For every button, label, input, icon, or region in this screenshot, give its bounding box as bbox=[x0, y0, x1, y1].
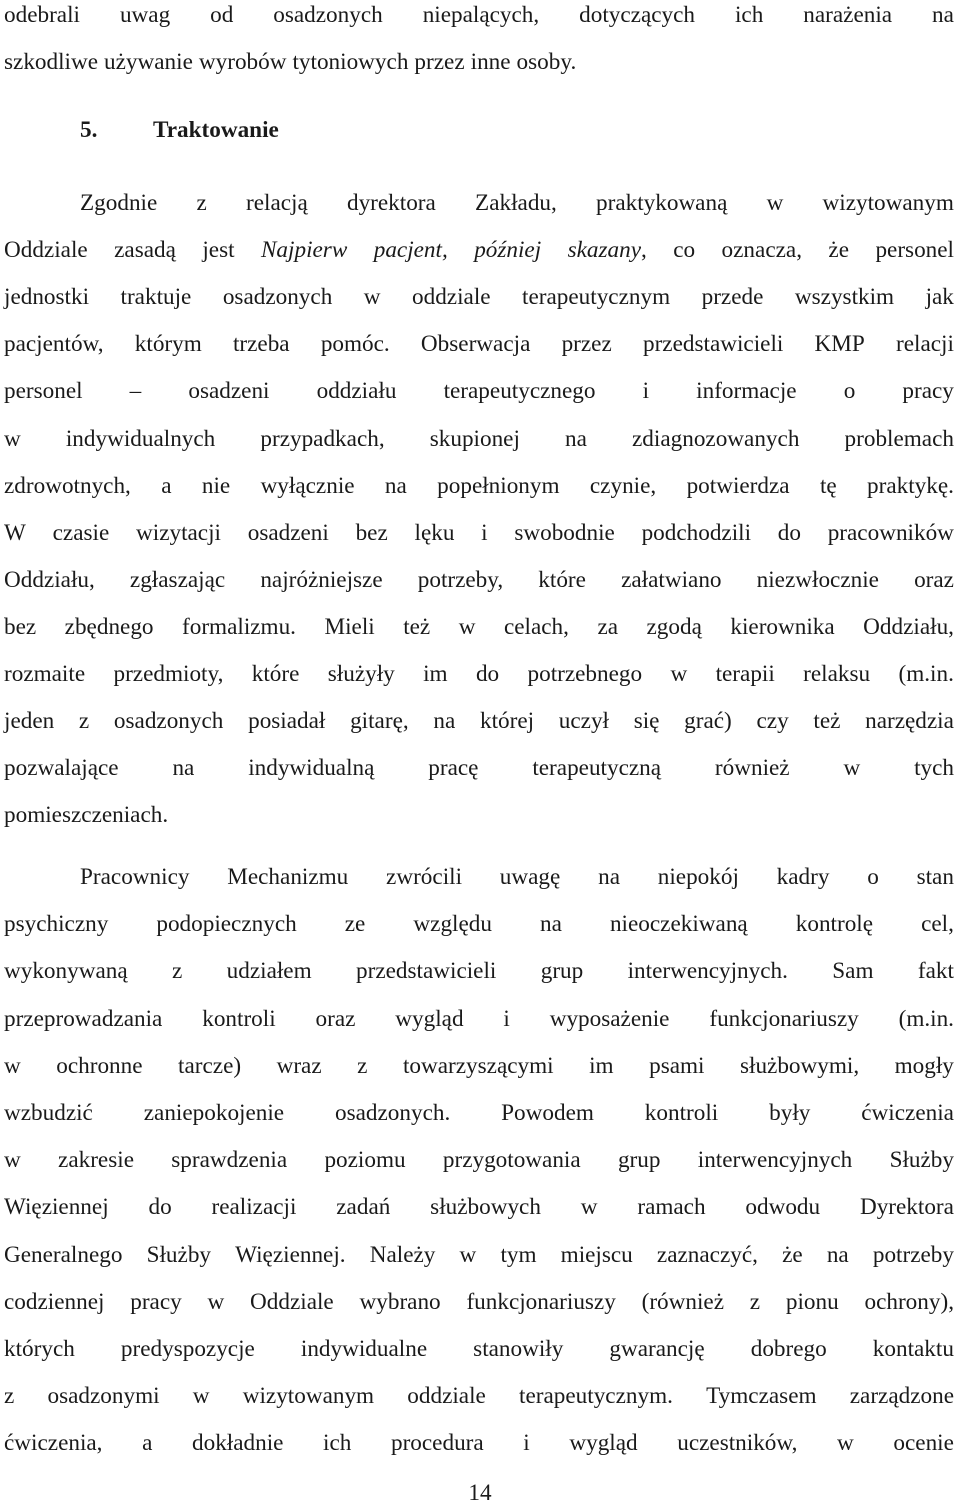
word: na bbox=[433, 708, 456, 735]
word: swobodnie bbox=[514, 519, 615, 546]
word: że bbox=[828, 237, 850, 264]
text-line bbox=[4, 753, 954, 783]
word: ich bbox=[323, 1430, 352, 1457]
word: których bbox=[4, 1336, 75, 1362]
word: zaniepokojenie bbox=[143, 1100, 285, 1126]
text-line bbox=[80, 862, 954, 892]
text-line bbox=[4, 612, 954, 642]
word: tę bbox=[819, 472, 837, 499]
word: niepalących, bbox=[422, 2, 540, 28]
word: z bbox=[78, 708, 90, 735]
word: i bbox=[642, 378, 650, 405]
word: kontroli bbox=[202, 1005, 276, 1032]
word: o bbox=[843, 378, 856, 405]
word: które bbox=[251, 661, 300, 687]
word: ćwiczenia bbox=[861, 1100, 954, 1126]
word: bez bbox=[4, 613, 37, 640]
word: z bbox=[749, 1288, 761, 1315]
word: osadzeni bbox=[188, 378, 270, 405]
text-line bbox=[4, 1381, 954, 1411]
word: (również bbox=[641, 1288, 725, 1315]
word: oraz bbox=[315, 1005, 356, 1032]
word: grać) bbox=[684, 708, 732, 735]
word: na bbox=[598, 864, 620, 890]
word: z bbox=[357, 1052, 368, 1079]
word: wybrano bbox=[359, 1288, 441, 1315]
word: przygotowania bbox=[442, 1147, 581, 1174]
word: wykonywaną bbox=[4, 958, 128, 985]
word: i bbox=[523, 1430, 530, 1457]
word: inne bbox=[470, 49, 511, 75]
word: pacjent, bbox=[373, 237, 448, 264]
section-number: 5. bbox=[80, 117, 98, 143]
text-line bbox=[4, 800, 954, 830]
word: skazany, bbox=[567, 237, 647, 264]
word: zadań bbox=[336, 1194, 391, 1221]
word: ramach bbox=[637, 1194, 706, 1221]
text-line bbox=[4, 706, 954, 736]
word: że bbox=[782, 1241, 803, 1268]
word: odwodu bbox=[745, 1194, 821, 1221]
word: Najpierw bbox=[260, 237, 348, 264]
text-line bbox=[4, 518, 954, 548]
word: Oddziału, bbox=[863, 613, 954, 640]
word: procedura bbox=[390, 1430, 484, 1457]
word: celach, bbox=[503, 613, 569, 640]
word: tych bbox=[914, 755, 954, 782]
word: traktuje bbox=[120, 284, 192, 311]
text-line bbox=[4, 1334, 954, 1364]
word: relacji bbox=[896, 331, 954, 358]
word: za bbox=[597, 613, 619, 640]
word: informacje bbox=[696, 378, 797, 405]
word: na bbox=[932, 2, 954, 28]
word: podchodzili bbox=[641, 519, 752, 546]
word: oraz bbox=[914, 566, 954, 593]
word: przeprowadzania bbox=[4, 1005, 163, 1032]
word: zakresie bbox=[58, 1147, 134, 1174]
word: im bbox=[423, 661, 448, 687]
word: Należy bbox=[369, 1241, 436, 1268]
word: Tymczasem bbox=[706, 1383, 817, 1410]
word: indywidualne bbox=[300, 1336, 428, 1362]
word: stanowiły bbox=[473, 1336, 564, 1362]
word: przez bbox=[561, 331, 612, 358]
word: z bbox=[4, 1383, 15, 1410]
word: Oddziale bbox=[250, 1288, 334, 1315]
word: trzeba bbox=[232, 331, 290, 358]
text-line bbox=[4, 659, 954, 689]
word: Więziennej bbox=[4, 1194, 109, 1221]
word: fakt bbox=[917, 958, 954, 985]
word: której bbox=[479, 708, 535, 735]
word: poziomu bbox=[324, 1147, 406, 1174]
word: ocenie bbox=[893, 1430, 954, 1457]
word: towarzyszącymi bbox=[402, 1052, 554, 1079]
word: zasadą bbox=[114, 237, 176, 264]
word: zdrowotnych, bbox=[4, 472, 131, 499]
word: oznacza, bbox=[721, 237, 802, 264]
word: oddziale bbox=[407, 1383, 486, 1410]
word: wizytowanym bbox=[822, 190, 954, 216]
word: Służby bbox=[889, 1147, 954, 1174]
word: zwrócili bbox=[386, 864, 463, 890]
word: Mieli bbox=[324, 613, 375, 640]
word: stan bbox=[916, 864, 954, 890]
text-line bbox=[4, 1240, 954, 1270]
word: względu bbox=[413, 911, 492, 938]
word: również bbox=[714, 755, 790, 782]
word: dyrektora bbox=[346, 190, 436, 216]
word: narzędzia bbox=[865, 708, 954, 735]
text-line bbox=[4, 1004, 954, 1034]
word: tym bbox=[500, 1241, 537, 1268]
word: Pracownicy bbox=[80, 864, 190, 890]
word: oddziale bbox=[412, 284, 491, 311]
word: przez bbox=[414, 49, 465, 75]
word: kierownika bbox=[730, 613, 835, 640]
word: pracy bbox=[902, 378, 954, 405]
word: narażenia bbox=[803, 2, 893, 28]
word: terapii bbox=[715, 661, 775, 687]
word: funkcjonariuszy bbox=[466, 1288, 616, 1315]
word: jeden bbox=[4, 708, 55, 735]
word: podopiecznych bbox=[156, 911, 297, 938]
word: w bbox=[4, 1147, 21, 1174]
word: osadzonych bbox=[113, 708, 224, 735]
word: w bbox=[843, 755, 861, 782]
word: predyspozycje bbox=[120, 1336, 255, 1362]
text-line bbox=[4, 1192, 954, 1222]
word: posiadał bbox=[248, 708, 326, 735]
section-title: Traktowanie bbox=[153, 117, 279, 143]
word: cel, bbox=[921, 911, 954, 938]
word: do bbox=[777, 519, 801, 546]
word: praktykę. bbox=[867, 472, 954, 499]
word: używanie bbox=[104, 49, 193, 75]
word: jak bbox=[925, 284, 954, 311]
word: interwencyjnych bbox=[697, 1147, 853, 1174]
word: pomieszczeniach. bbox=[4, 802, 169, 829]
word: na bbox=[565, 425, 587, 452]
word: (m.in. bbox=[898, 1005, 954, 1032]
word: uczył bbox=[558, 708, 609, 735]
word: do bbox=[148, 1194, 172, 1221]
word: załatwiano bbox=[621, 566, 722, 593]
word: realizacji bbox=[211, 1194, 297, 1221]
word: Obserwacja bbox=[420, 331, 531, 358]
word: na bbox=[540, 911, 562, 938]
word: popełnionym bbox=[437, 472, 560, 499]
word: czasie bbox=[52, 519, 110, 546]
word: zarządzone bbox=[849, 1383, 954, 1410]
word: osadzonych. bbox=[335, 1100, 451, 1126]
word: wygląd bbox=[569, 1430, 638, 1457]
word: wyrobów bbox=[198, 49, 287, 75]
text-line bbox=[4, 47, 954, 77]
word: później bbox=[474, 237, 542, 264]
word: służbowych bbox=[430, 1194, 541, 1221]
word: niezwłocznie bbox=[756, 566, 879, 593]
word: miejscu bbox=[560, 1241, 633, 1268]
text-line bbox=[4, 956, 954, 986]
word: w bbox=[766, 190, 784, 216]
word: wszystkim bbox=[794, 284, 895, 311]
word: wyposażenie bbox=[549, 1005, 670, 1032]
word: nieoczekiwaną bbox=[609, 911, 748, 938]
word: pracę bbox=[428, 755, 479, 782]
word: gwarancję bbox=[609, 1336, 705, 1362]
word: (m.in. bbox=[898, 661, 954, 687]
word: były bbox=[769, 1100, 811, 1126]
text-line bbox=[4, 565, 954, 595]
word: Oddziale bbox=[4, 237, 88, 264]
text-line bbox=[80, 188, 954, 218]
word: zbędnego bbox=[64, 613, 154, 640]
word: indywidualnych bbox=[65, 425, 216, 452]
word: dokładnie bbox=[192, 1430, 284, 1457]
word: tytoniowych bbox=[292, 49, 409, 75]
word: pionu bbox=[785, 1288, 839, 1315]
word: terapeutycznym bbox=[522, 284, 671, 311]
word: i bbox=[481, 519, 488, 546]
word: personel bbox=[875, 237, 954, 264]
word: bez bbox=[355, 519, 388, 546]
word: kadry bbox=[776, 864, 830, 890]
word: grup bbox=[617, 1147, 661, 1174]
word: interwencyjnych. bbox=[627, 958, 788, 985]
text-line bbox=[4, 329, 954, 359]
word: na bbox=[172, 755, 195, 782]
word: w bbox=[4, 1052, 21, 1079]
word: w bbox=[192, 1383, 210, 1410]
text-line bbox=[4, 1428, 954, 1458]
word: z bbox=[172, 958, 183, 985]
word: dotyczących bbox=[579, 2, 696, 28]
word: relaksu bbox=[803, 661, 871, 687]
word: które bbox=[538, 566, 586, 593]
word: rozmaite bbox=[4, 661, 86, 687]
word: dobrego bbox=[750, 1336, 827, 1362]
word: od bbox=[210, 2, 234, 28]
word: w bbox=[207, 1288, 225, 1315]
word: odebrali bbox=[4, 2, 80, 28]
word: uwag bbox=[119, 2, 171, 28]
text-line bbox=[4, 282, 954, 312]
word: skupionej bbox=[429, 425, 520, 452]
word: szkodliwe bbox=[4, 49, 99, 75]
word: formalizmu. bbox=[182, 613, 296, 640]
word: potwierdza bbox=[686, 472, 790, 499]
word: uwagę bbox=[499, 864, 561, 890]
word: na bbox=[384, 472, 407, 499]
text-line bbox=[4, 1145, 954, 1175]
text-line bbox=[4, 1051, 954, 1081]
word: się bbox=[633, 708, 660, 735]
word: ich bbox=[734, 2, 764, 28]
word: praktykowaną bbox=[596, 190, 728, 216]
word: – bbox=[129, 378, 142, 405]
word: przede bbox=[701, 284, 764, 311]
word: kontrolę bbox=[795, 911, 874, 938]
word: ochronne bbox=[56, 1052, 143, 1079]
word: oddziału bbox=[316, 378, 397, 405]
word: terapeutyczną bbox=[532, 755, 662, 782]
word: sprawdzenia bbox=[171, 1147, 288, 1174]
word: terapeutycznym. bbox=[519, 1383, 673, 1410]
word: kontaktu bbox=[872, 1336, 954, 1362]
text-line bbox=[4, 0, 954, 30]
page-number: 14 bbox=[468, 1480, 492, 1506]
word: psami bbox=[649, 1052, 705, 1079]
word: wizytacji bbox=[136, 519, 221, 546]
text-line bbox=[4, 909, 954, 939]
word: grup bbox=[540, 958, 584, 985]
word: w bbox=[837, 1430, 854, 1457]
word: potrzeby bbox=[872, 1241, 954, 1268]
text-line bbox=[4, 471, 954, 501]
word: przedmioty, bbox=[113, 661, 224, 687]
word: osadzonych bbox=[273, 2, 383, 28]
word: zdiagnozowanych bbox=[632, 425, 800, 452]
word: im bbox=[589, 1052, 614, 1079]
word: codziennej bbox=[4, 1288, 105, 1315]
word: wraz bbox=[276, 1052, 322, 1079]
word: Dyrektora bbox=[859, 1194, 954, 1221]
word: w bbox=[670, 661, 688, 687]
word: mogły bbox=[894, 1052, 954, 1079]
word: zgodą bbox=[646, 613, 702, 640]
word: też bbox=[813, 708, 841, 735]
word: personel bbox=[4, 378, 83, 405]
text-line bbox=[4, 376, 954, 406]
word: ćwiczenia, bbox=[4, 1430, 103, 1457]
word: Zakładu, bbox=[475, 190, 557, 216]
text-line bbox=[4, 1098, 954, 1128]
word: ochrony), bbox=[864, 1288, 954, 1315]
word: najróżniejsze bbox=[260, 566, 383, 593]
word: czy bbox=[756, 708, 789, 735]
word: udziałem bbox=[226, 958, 312, 985]
word: terapeutycznego bbox=[443, 378, 596, 405]
word: Sam bbox=[832, 958, 874, 985]
word: osadzonymi bbox=[47, 1383, 160, 1410]
word: o bbox=[867, 864, 879, 890]
word: w bbox=[580, 1194, 598, 1221]
word: niepokój bbox=[657, 864, 739, 890]
word: potrzeby, bbox=[417, 566, 504, 593]
word: osadzeni bbox=[247, 519, 329, 546]
word: jest bbox=[202, 237, 235, 264]
word: wygląd bbox=[395, 1005, 464, 1032]
word: ze bbox=[344, 911, 366, 938]
word: pozwalające bbox=[4, 755, 119, 782]
word: pracowników bbox=[827, 519, 954, 546]
word: a bbox=[161, 472, 172, 499]
word: przedstawicieli bbox=[356, 958, 497, 985]
word: służbowymi, bbox=[739, 1052, 860, 1079]
word: co bbox=[673, 237, 696, 264]
word: Zgodnie bbox=[80, 190, 158, 216]
word: wizytowanym bbox=[242, 1383, 375, 1410]
word: KMP bbox=[814, 331, 865, 358]
word: nie bbox=[201, 472, 231, 499]
word: na bbox=[826, 1241, 849, 1268]
word: w bbox=[459, 1241, 477, 1268]
word: W bbox=[4, 519, 26, 546]
word: relacją bbox=[245, 190, 308, 216]
text-line bbox=[4, 1287, 954, 1317]
word: gitarę, bbox=[350, 708, 409, 735]
word: Mechanizmu bbox=[227, 864, 349, 890]
word: czynie, bbox=[589, 472, 657, 499]
word: osadzonych bbox=[222, 284, 333, 311]
word: zgłaszając bbox=[129, 566, 226, 593]
word: zaznaczyć, bbox=[656, 1241, 758, 1268]
word: w bbox=[363, 284, 381, 311]
word: Generalnego bbox=[4, 1241, 123, 1268]
word: w bbox=[4, 425, 21, 452]
word: wzbudzić bbox=[4, 1100, 93, 1126]
word: przedstawicieli bbox=[642, 331, 784, 358]
word: jednostki bbox=[4, 284, 90, 311]
word: uczestników, bbox=[677, 1430, 798, 1457]
word: funkcjonariuszy bbox=[709, 1005, 859, 1032]
word: tarcze) bbox=[178, 1052, 242, 1079]
word: pomóc. bbox=[320, 331, 390, 358]
text-line bbox=[4, 235, 954, 265]
word: w bbox=[458, 613, 476, 640]
word: problemach bbox=[844, 425, 954, 452]
word: psychiczny bbox=[4, 911, 109, 938]
word: i bbox=[503, 1005, 510, 1032]
word: lęku bbox=[414, 519, 455, 546]
word: Więziennej. bbox=[235, 1241, 346, 1268]
word: a bbox=[142, 1430, 153, 1457]
word: Oddziału, bbox=[4, 566, 95, 593]
word: Powodem bbox=[501, 1100, 594, 1126]
word: którym bbox=[134, 331, 202, 358]
word: Służby bbox=[146, 1241, 212, 1268]
word: z bbox=[196, 190, 207, 216]
word: wyłącznie bbox=[260, 472, 355, 499]
text-line bbox=[4, 424, 954, 454]
word: indywidualną bbox=[248, 755, 375, 782]
word: do bbox=[475, 661, 500, 687]
word: pracy bbox=[130, 1288, 182, 1315]
word: osoby. bbox=[516, 49, 577, 75]
word: też bbox=[403, 613, 431, 640]
word: służyły bbox=[327, 661, 395, 687]
word: przypadkach, bbox=[260, 425, 385, 452]
word: pacjentów, bbox=[4, 331, 104, 358]
word: potrzebnego bbox=[527, 661, 643, 687]
word: kontroli bbox=[644, 1100, 719, 1126]
